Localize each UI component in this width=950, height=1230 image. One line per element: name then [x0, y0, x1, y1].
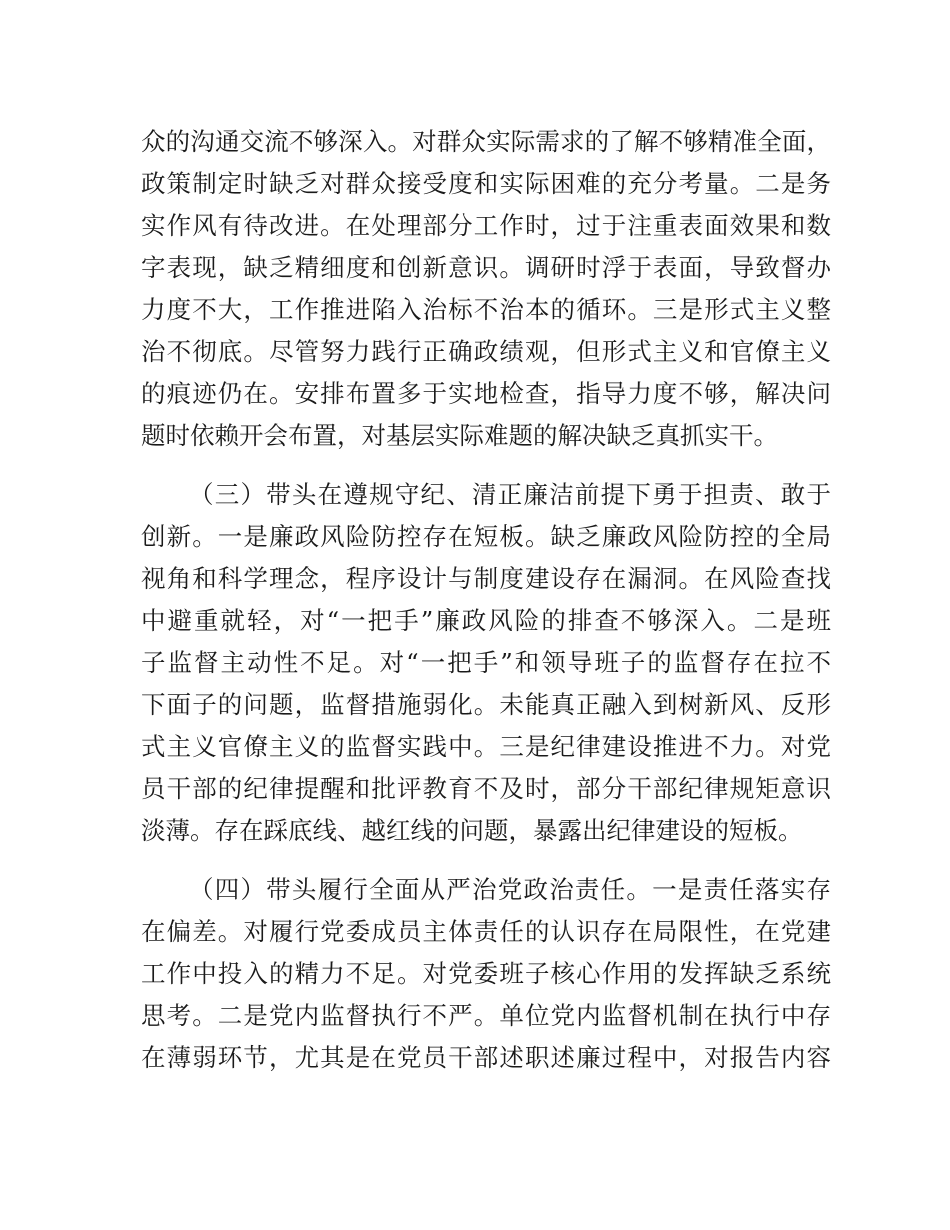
text-line: 字表现，缺乏精细度和创新意识。调研时浮于表面，导致督办 [141, 253, 831, 282]
text-line: 中避重就轻，对“一把手”廉政风险的排查不够深入。二是班 [141, 606, 831, 635]
text-line: 视角和科学理念，程序设计与制度建设存在漏洞。在风险查找 [141, 564, 831, 593]
text-line: 淡薄。存在踩底线、越红线的问题，暴露出纪律建设的短板。 [141, 816, 803, 845]
text-line: 创新。一是廉政风险防控存在短板。缺乏廉政风险防控的全局 [141, 522, 831, 551]
text-line: 力度不大，工作推进陷入治标不治本的循环。三是形式主义整 [141, 295, 831, 324]
text-line: 式主义官僚主义的监督实践中。三是纪律建设推进不力。对党 [141, 732, 831, 761]
text-line: 员干部的纪律提醒和批评教育不及时，部分干部纪律规矩意识 [141, 774, 831, 803]
text-line: 政策制定时缺乏对群众接受度和实际困难的充分考量。二是务 [141, 169, 831, 198]
text-line: （四）带头履行全面从严治党政治责任。一是责任落实存 [189, 875, 831, 904]
text-line: 在薄弱环节，尤其是在党员干部述职述廉过程中，对报告内容 [141, 1043, 831, 1072]
text-line: 题时依赖开会布置，对基层实际难题的解决缺乏真抓实干。 [141, 421, 778, 450]
text-line: 子监督主动性不足。对“一把手”和领导班子的监督存在拉不 [141, 648, 831, 677]
text-line: 在偏差。对履行党委成员主体责任的认识存在局限性，在党建 [141, 917, 831, 946]
text-line: 治不彻底。尽管努力践行正确政绩观，但形式主义和官僚主义 [141, 337, 831, 366]
text-line: 工作中投入的精力不足。对党委班子核心作用的发挥缺乏系统 [141, 959, 831, 988]
text-line: （三）带头在遵规守纪、清正廉洁前提下勇于担责、敢于 [189, 480, 831, 509]
text-line: 实作风有待改进。在处理部分工作时，过于注重表面效果和数 [141, 211, 831, 240]
text-line: 思考。二是党内监督执行不严。单位党内监督机制在执行中存 [141, 1001, 831, 1030]
text-line: 下面子的问题，监督措施弱化。未能真正融入到树新风、反形 [141, 690, 831, 719]
text-line: 众的沟通交流不够深入。对群众实际需求的了解不够精准全面， [141, 127, 831, 156]
text-line: 的痕迹仍在。安排布置多于实地检查，指导力度不够，解决问 [141, 379, 831, 408]
